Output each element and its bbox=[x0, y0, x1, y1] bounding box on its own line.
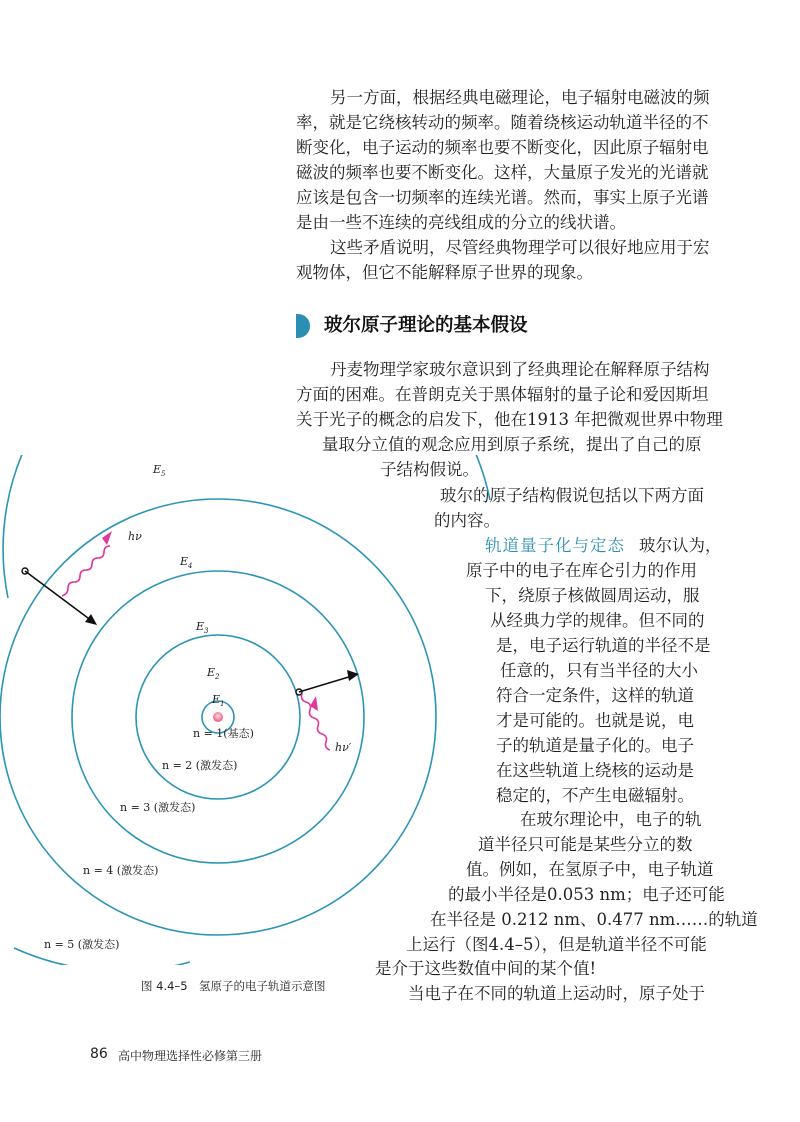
text-line: 稳定的，不产生电磁辐射。 bbox=[496, 786, 694, 805]
text-line: 任意的，只有当半径的大小 bbox=[500, 661, 698, 680]
figure-caption: 图 4.4–5 氢原子的电子轨道示意图 bbox=[141, 979, 326, 993]
photon-absorb-label: hν′ bbox=[335, 741, 352, 754]
text-line: 从经典力学的规律。但不同的 bbox=[490, 611, 705, 630]
text-line: 磁波的频率也要不断变化。这样，大量原子发光的光谱就 bbox=[296, 163, 709, 182]
text-line: 的内容。 bbox=[434, 511, 500, 530]
text-line: 是介于这些数值中间的某个值! bbox=[375, 959, 597, 978]
energy-label-e5: $E_5$ bbox=[153, 463, 166, 478]
photon-emit-label: hν bbox=[128, 530, 142, 543]
energy-label-e4: $E_4$ bbox=[180, 555, 193, 570]
energy-label-e2: $E_2$ bbox=[207, 666, 220, 681]
orbit-label-n1: n = 1(基态) bbox=[193, 727, 254, 740]
text-line: 在玻尔理论中，电子的轨 bbox=[520, 810, 702, 829]
orbit-label-n3: n = 3 (激发态) bbox=[120, 801, 196, 814]
text-line: 应该是包含一切频率的连续光谱。然而，事实上原子光谱 bbox=[296, 188, 709, 207]
orbit-label-n2: n = 2 (激发态) bbox=[162, 759, 238, 772]
text-line: 才是可能的。也就是说，电 bbox=[496, 711, 694, 730]
text-line: 另一方面，根据经典电磁理论，电子辐射电磁波的频 bbox=[330, 88, 710, 107]
emission-arrow bbox=[25, 571, 92, 621]
text-line: 观物体，但它不能解释原子世界的现象。 bbox=[296, 263, 593, 282]
text-line: 丹麦物理学家玻尔意识到了经典理论在解释原子结构 bbox=[330, 360, 710, 379]
text-line: 下，绕原子核做圆周运动，服 bbox=[485, 586, 700, 605]
text-line: 道半径只可能是某些分立的数 bbox=[478, 835, 693, 854]
text-line: 符合一定条件，这样的轨道 bbox=[496, 686, 694, 705]
text-line: 断变化，电子运动的频率也要不断变化，因此原子辐射电 bbox=[296, 138, 709, 157]
emitted-photon-arrow-head bbox=[102, 531, 112, 545]
energy-label-e1: $E_1$ bbox=[212, 693, 225, 708]
text-line: 值。例如，在氢原子中，电子轨道 bbox=[466, 860, 714, 879]
orbit-n5 bbox=[3, 455, 490, 598]
text-line: 玻尔的原子结构假说包括以下两方面 bbox=[440, 486, 704, 505]
orbit-label-n5: n = 5 (激发态) bbox=[44, 938, 120, 951]
text-line: 上运行（图4.4–5），但是轨道半径不可能 bbox=[406, 935, 707, 954]
absorption-arrow bbox=[299, 676, 352, 692]
text-line: 是由一些不连续的亮线组成的分立的线状谱。 bbox=[296, 213, 626, 232]
keyword-term: 轨道量子化与定态 bbox=[485, 536, 625, 555]
text-span: 玻尔认为， bbox=[639, 536, 722, 555]
text-line: 当电子在不同的轨道上运动时，原子处于 bbox=[408, 984, 705, 1003]
nucleus bbox=[213, 712, 223, 722]
text-line: 量取分立值的观念应用到原子系统，提出了自己的原 bbox=[322, 435, 702, 454]
text-line: 这些矛盾说明，尽管经典物理学可以很好地应用于宏 bbox=[330, 238, 710, 257]
text-line: 关于光子的概念的启发下，他在1913 年把微观世界中物理 bbox=[296, 410, 723, 429]
text-line: 子的轨道是量子化的。电子 bbox=[496, 736, 694, 755]
orbit-diagram bbox=[0, 455, 800, 965]
section-heading-text: 玻尔原子理论的基本假设 bbox=[324, 315, 528, 336]
text-line: 在这些轨道上绕核的运动是 bbox=[496, 761, 694, 780]
emitted-photon-wave bbox=[62, 546, 110, 596]
text-line: 原子中的电子在库仑引力的作用 bbox=[466, 561, 697, 580]
text-line: 方面的困难。在普朗克关于黑体辐射的量子论和爱因斯坦 bbox=[296, 385, 709, 404]
text-line: 是，电子运行轨道的半径不是 bbox=[496, 636, 711, 655]
heading-marker-icon bbox=[296, 314, 310, 338]
text-line: 率，就是它绕核转动的频率。随着绕核运动轨道半径的不 bbox=[296, 113, 709, 132]
text-line: 子结构假说。 bbox=[380, 460, 479, 479]
page-number: 86 bbox=[90, 1046, 108, 1062]
text-line: 的最小半径是0.053 nm；电子还可能 bbox=[448, 885, 725, 904]
absorbed-photon-arrow-head bbox=[310, 696, 318, 711]
orbit-label-n4: n = 4 (激发态) bbox=[83, 864, 159, 877]
text-line: 在半径是 0.212 nm、0.477 nm……的轨道 bbox=[430, 910, 758, 929]
emission-arrow-head bbox=[85, 614, 97, 625]
book-title: 高中物理选择性必修第三册 bbox=[118, 1049, 263, 1063]
energy-label-e3: $E_3$ bbox=[196, 620, 209, 635]
